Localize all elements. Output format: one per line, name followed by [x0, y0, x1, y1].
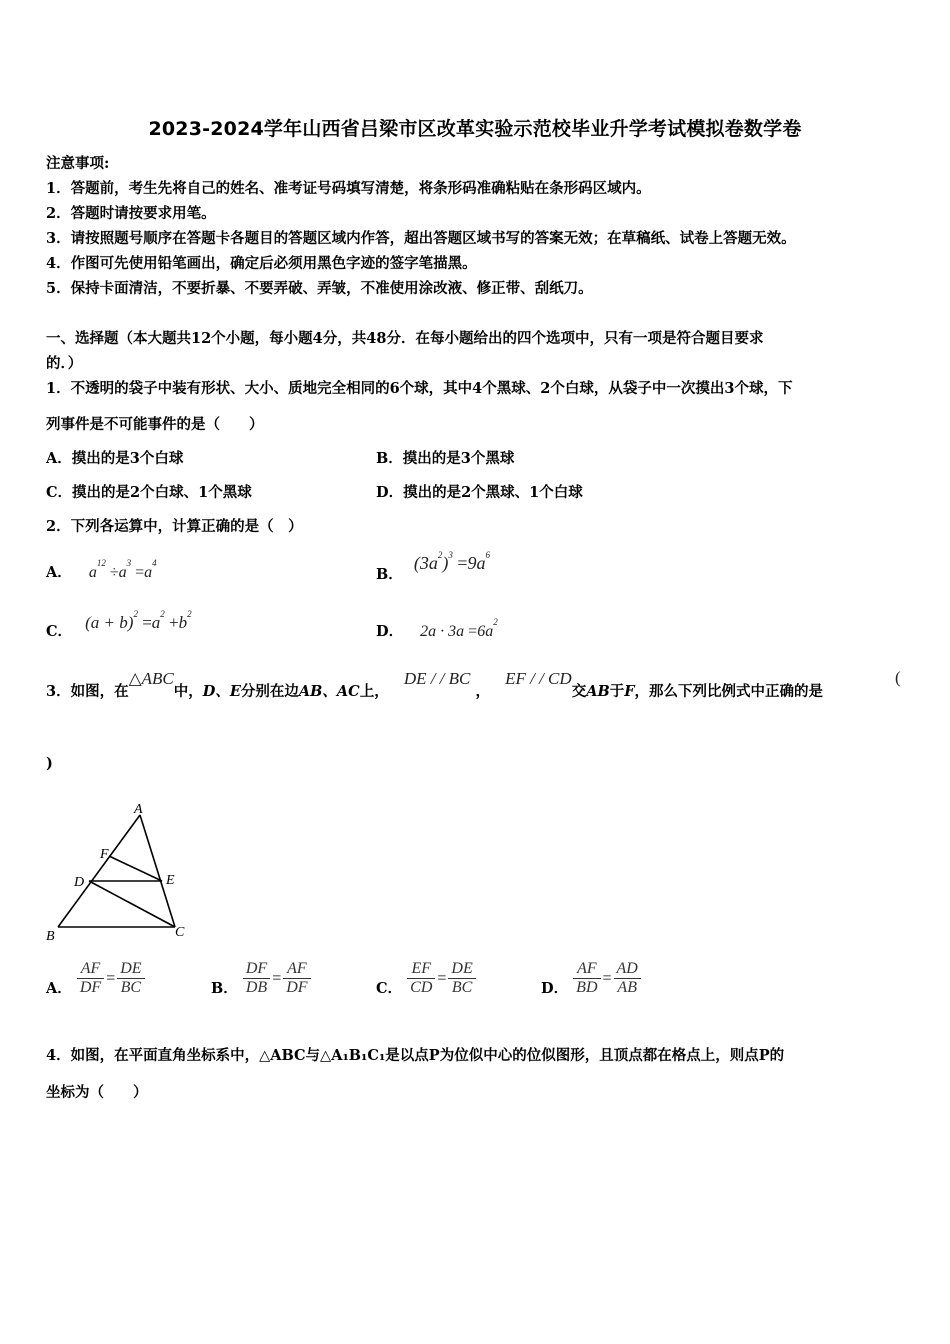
label-b: B: [46, 929, 55, 944]
q2-option-a: A． $a^{12} \div a^3 =a^4$: [46, 558, 157, 581]
question-1-stem: 1．不透明的袋子中装有形状、大小、质地完全相同的6个球，其中4个黑球、2个白球，从袋子中一次摸出3个球，下: [46, 380, 793, 397]
notice-item: 4．作图可先使用铅笔画出，确定后必须用黑色字迹的签字笔描黑。: [46, 255, 477, 272]
q1-option-d: D．摸出的是2个黑球、1个白球: [376, 484, 583, 501]
question-4-stem: 4．如图，在平面直角坐标系中，△ABC与△A₁B₁C₁是以点P为位似中心的位似图形，且顶点都在格点上，则点P的: [46, 1047, 785, 1064]
notice-heading: 注意事项:: [46, 155, 110, 172]
label-c: C: [175, 925, 185, 940]
question-1-stem-cont: 列事件是不可能事件的是（ ）: [46, 416, 264, 433]
q3-option-b: B． $\frac{DF}{DB}$ = $\frac{AF}{DF}$: [211, 960, 311, 997]
triangle-figure: [40, 800, 200, 945]
label-e: E: [166, 873, 175, 888]
q3-option-d: D． $\frac{AF}{BD}$ = $\frac{AD}{AB}$: [541, 960, 641, 997]
notice-item: 3．请按照题号顺序在答题卡各题目的答题区域内作答，超出答题区域书写的答案无效；在草稿纸、试卷上答题无效。: [46, 230, 796, 247]
q2-option-d: D． $2a \cdot 3a =6a^2$: [376, 617, 498, 640]
question-3-stem: 3．如图，在△ABC中，D、E分别在边AB、AC上， DE / / BC ， EF / / CD交AB于F，那么下列比例式中正确的是: [46, 669, 823, 700]
q1-option-c: C．摸出的是2个白球、1个黑球: [46, 484, 252, 501]
q1-option-b: B．摸出的是3个黑球: [376, 450, 515, 467]
q2-option-c: C． $(a + b)^2 =a^2 +b^2$: [46, 609, 192, 640]
q1-option-a: A．摸出的是3个白球: [46, 450, 184, 467]
question-4-stem-cont: 坐标为（ ）: [46, 1084, 148, 1101]
section-heading-cont: 的．）: [46, 355, 83, 372]
notice-item: 2．答题时请按要求用笔。: [46, 205, 216, 222]
label-f: F: [100, 847, 109, 862]
q3-option-a: A． $\frac{AF}{DF}$ = $\frac{DE}{BC}$: [46, 960, 145, 997]
label-a: A: [134, 802, 143, 817]
open-paren: (: [895, 668, 901, 687]
section-heading: 一、选择题（本大题共12个小题，每小题4分，共48分．在每小题给出的四个选项中，只有一项是符合题目要求: [46, 330, 764, 347]
label-d: D: [74, 875, 85, 890]
q3-option-c: C． $\frac{EF}{CD}$ = $\frac{DE}{BC}$: [376, 960, 476, 997]
q2-option-b: B． $(3a^2)^3 =9a^6$: [376, 550, 491, 583]
close-paren: ): [46, 755, 53, 772]
notice-item: 1．答题前，考生先将自己的姓名、准考证号码填写清楚，将条形码准确粘贴在条形码区域内。: [46, 180, 651, 197]
question-2-stem: 2．下列各运算中，计算正确的是（ ）: [46, 518, 303, 535]
page-title: 2023-2024学年山西省吕梁市区改革实验示范校毕业升学考试模拟卷数学卷: [148, 118, 802, 140]
edge-ab: [58, 815, 140, 927]
notice-item: 5．保持卡面清洁，不要折暴、不要弄破、弄皱，不准使用涂改液、修正带、刮纸刀。: [46, 280, 593, 297]
